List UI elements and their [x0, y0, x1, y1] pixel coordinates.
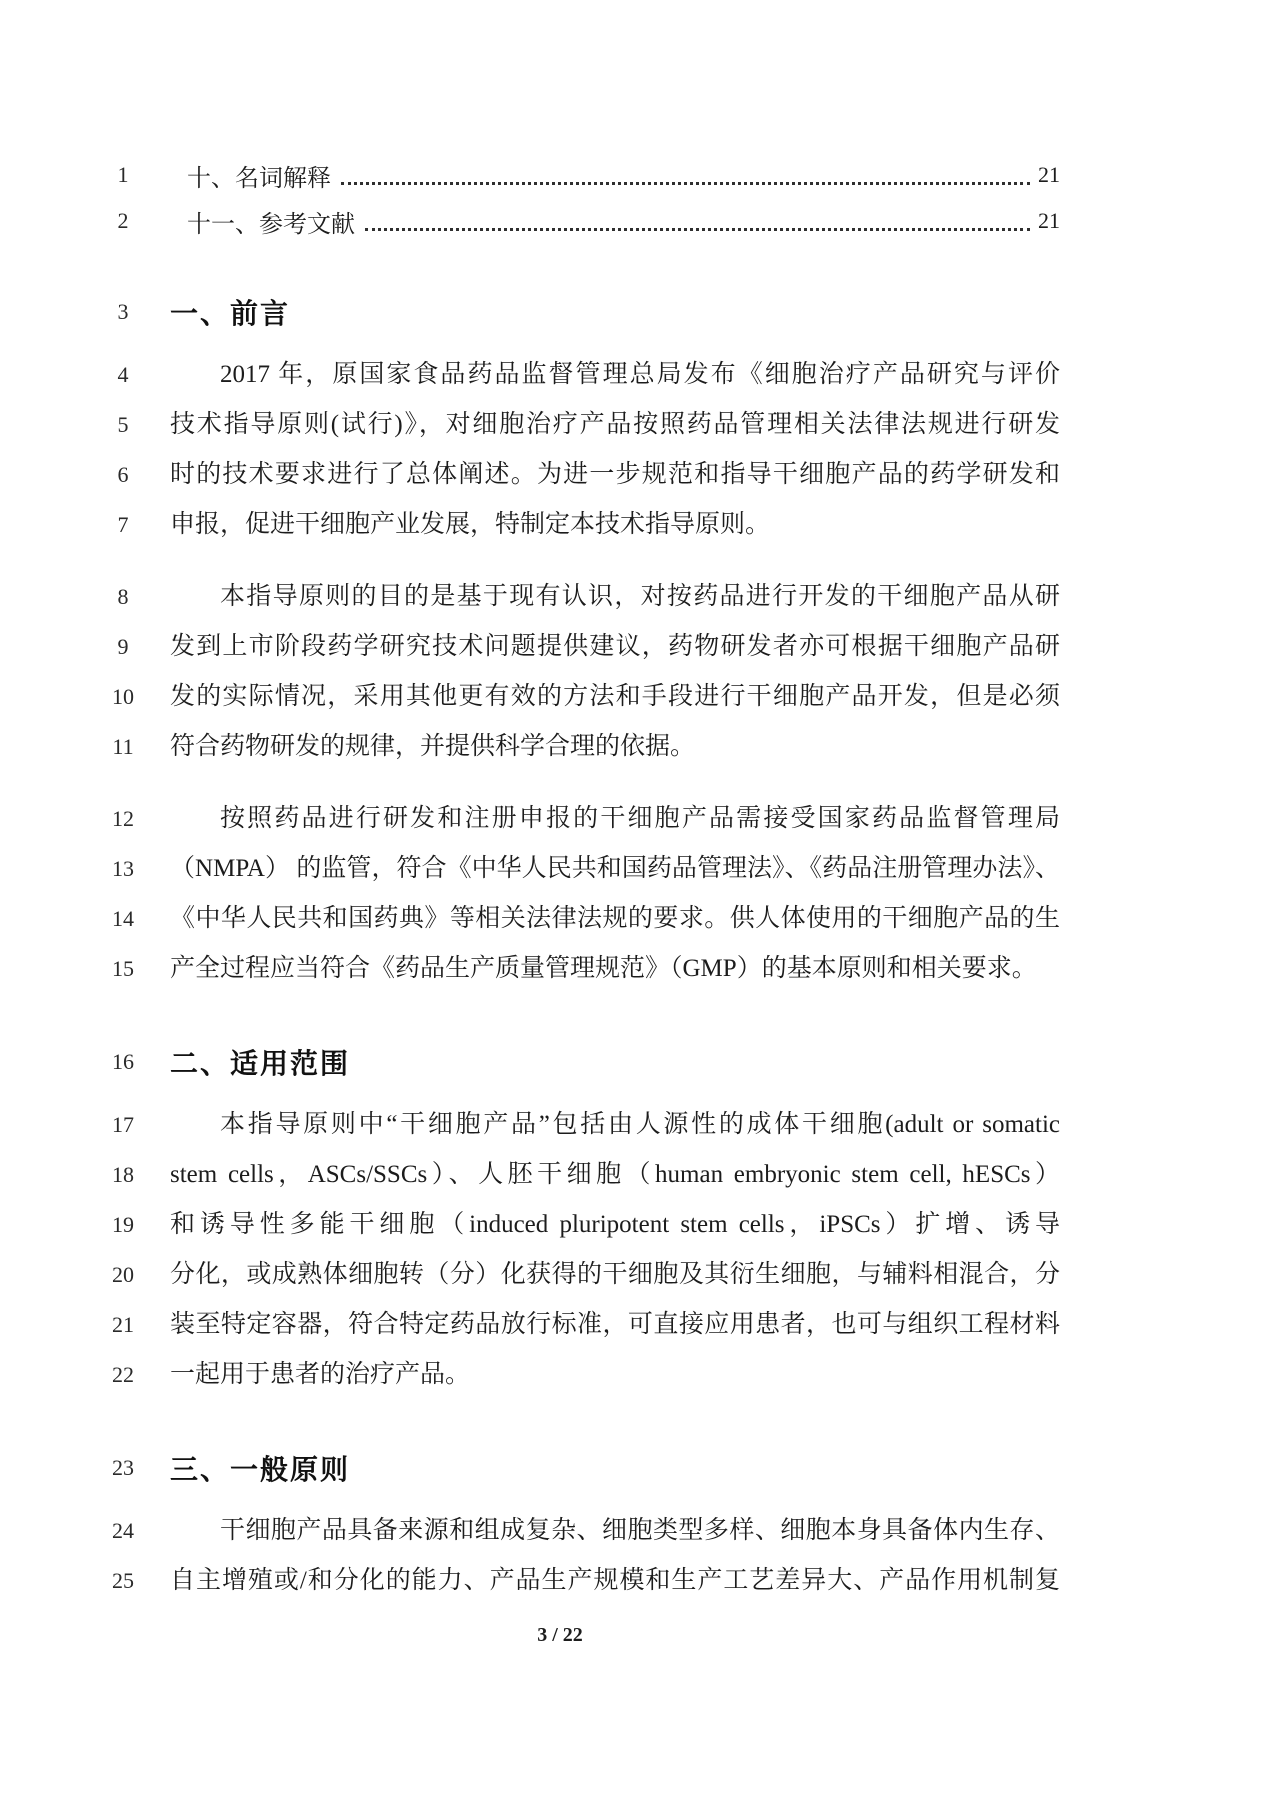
line-number: 15	[112, 956, 134, 981]
line-number: 16	[112, 1049, 134, 1074]
line-number: 23	[112, 1455, 134, 1480]
line-number: 3	[117, 299, 129, 324]
section-heading: 三、一般原则	[170, 1454, 351, 1485]
text-line-row	[0, 350, 1280, 400]
text-line-row	[0, 1556, 1280, 1606]
line-number: 9	[117, 634, 129, 659]
paragraph-line: 本指导原则的目的是基于现有认识，对按药品进行开发的干细胞产品从研	[220, 583, 1060, 610]
text-line-row	[0, 1300, 1280, 1350]
text-line-row	[0, 1200, 1280, 1250]
paragraph-line: 申报，促进干细胞产业发展，特制定本技术指导原则。	[170, 511, 771, 538]
paragraph-line: 一起用于患者的治疗产品。	[170, 1361, 471, 1388]
line-number: 2	[117, 208, 129, 233]
line-number: 18	[112, 1162, 134, 1187]
line-number: 22	[112, 1362, 134, 1387]
paragraph-line: 本指导原则中“干细胞产品”包括由人源性的成体干细胞(adult or somatic	[220, 1111, 1060, 1138]
paragraph-line: 技术指导原则(试行)》，对细胞治疗产品按照药品管理相关法律法规进行研发	[170, 411, 1060, 438]
paragraph-line: 分化，或成熟体细胞转（分）化获得的干细胞及其衍生细胞，与辅料相混合，分	[170, 1261, 1060, 1288]
text-line-row	[0, 1100, 1280, 1150]
text-line-row	[0, 1150, 1280, 1200]
text-line-row	[0, 672, 1280, 722]
line-number: 21	[112, 1312, 134, 1337]
paragraph-line: 《中华人民共和国药典》等相关法律法规的要求。供人体使用的干细胞产品的生	[170, 905, 1060, 932]
line-number: 14	[112, 906, 134, 931]
section-heading-row	[0, 1040, 1280, 1084]
page-number-footer: 3 / 22	[537, 1624, 583, 1646]
section-heading-row	[0, 1446, 1280, 1490]
paragraph-line: 符合药物研发的规律，并提供科学合理的依据。	[170, 733, 696, 760]
paragraph-line: 发的实际情况，采用其他更有效的方法和手段进行干细胞产品开发，但是必须	[170, 683, 1060, 710]
toc-page-number: 21	[1038, 208, 1060, 233]
line-number: 20	[112, 1262, 134, 1287]
paragraph-line: 装至特定容器，符合特定药品放行标准，可直接应用患者，也可与组织工程材料	[170, 1311, 1060, 1338]
toc-dot-leader	[341, 182, 1030, 185]
paragraph-line: 产全过程应当符合《药品生产质量管理规范》（GMP）的基本原则和相关要求。	[170, 955, 1037, 982]
line-number: 6	[117, 462, 129, 487]
paragraph-line: （NMPA） 的监管，符合《中华人民共和国药品管理法》、《药品注册管理办法》、	[170, 855, 1060, 882]
section-heading: 一、前言	[170, 298, 291, 329]
line-number: 24	[112, 1518, 134, 1543]
paragraph-line: 按照药品进行研发和注册申报的干细胞产品需接受国家药品监督管理局	[220, 805, 1060, 832]
text-line-row	[0, 400, 1280, 450]
text-line-row	[0, 450, 1280, 500]
line-number: 11	[112, 734, 134, 759]
section-heading: 二、适用范围	[170, 1048, 351, 1079]
text-line-row	[0, 944, 1280, 994]
text-line-row	[0, 500, 1280, 550]
line-number: 12	[112, 806, 134, 831]
line-number: 8	[117, 584, 129, 609]
text-line-row	[0, 1506, 1280, 1556]
toc-item[interactable]	[0, 198, 1280, 244]
toc-dot-leader	[365, 228, 1030, 231]
paragraph-line: 和诱导性多能干细胞（induced pluripotent stem cells，iPSCs）扩增、诱导	[170, 1211, 1060, 1238]
text-line-row	[0, 1350, 1280, 1400]
toc-page-number: 21	[1038, 162, 1060, 187]
text-line-row	[0, 844, 1280, 894]
paragraph-line: 2017 年，原国家食品药品监督管理总局发布《细胞治疗产品研究与评价	[220, 361, 1060, 388]
paragraph-line: 自主增殖或/和分化的能力、产品生产规模和生产工艺差异大、产品作用机制复	[170, 1567, 1060, 1594]
toc-item[interactable]	[0, 152, 1280, 198]
line-number: 10	[112, 684, 134, 709]
toc-item-label: 十、名词解释	[187, 165, 331, 192]
line-number: 7	[117, 512, 129, 537]
text-line-row	[0, 894, 1280, 944]
text-line-row	[0, 622, 1280, 672]
line-number: 5	[117, 412, 129, 437]
text-line-row	[0, 794, 1280, 844]
text-line-row	[0, 1250, 1280, 1300]
table-of-contents	[0, 152, 1280, 244]
line-number: 1	[117, 162, 129, 187]
line-number: 25	[112, 1568, 134, 1593]
section-heading-row	[0, 290, 1280, 334]
paragraph-line: 发到上市阶段药学研究技术问题提供建议，药物研发者亦可根据干细胞产品研	[170, 633, 1060, 660]
line-number: 19	[112, 1212, 134, 1237]
paragraph-line: 干细胞产品具备来源和组成复杂、细胞类型多样、细胞本身具备体内生存、	[220, 1517, 1060, 1544]
toc-item-label: 十一、参考文献	[187, 211, 355, 238]
paragraph-line: 时的技术要求进行了总体阐述。为进一步规范和指导干细胞产品的药学研发和	[170, 461, 1060, 488]
text-line-row	[0, 722, 1280, 772]
line-number: 13	[112, 856, 134, 881]
paragraph-line: stem cells，ASCs/SSCs）、人胚干细胞（human embryonic stem cell, hESCs）	[170, 1161, 1060, 1188]
line-number: 17	[112, 1112, 134, 1137]
text-line-row	[0, 572, 1280, 622]
line-number: 4	[117, 362, 129, 387]
